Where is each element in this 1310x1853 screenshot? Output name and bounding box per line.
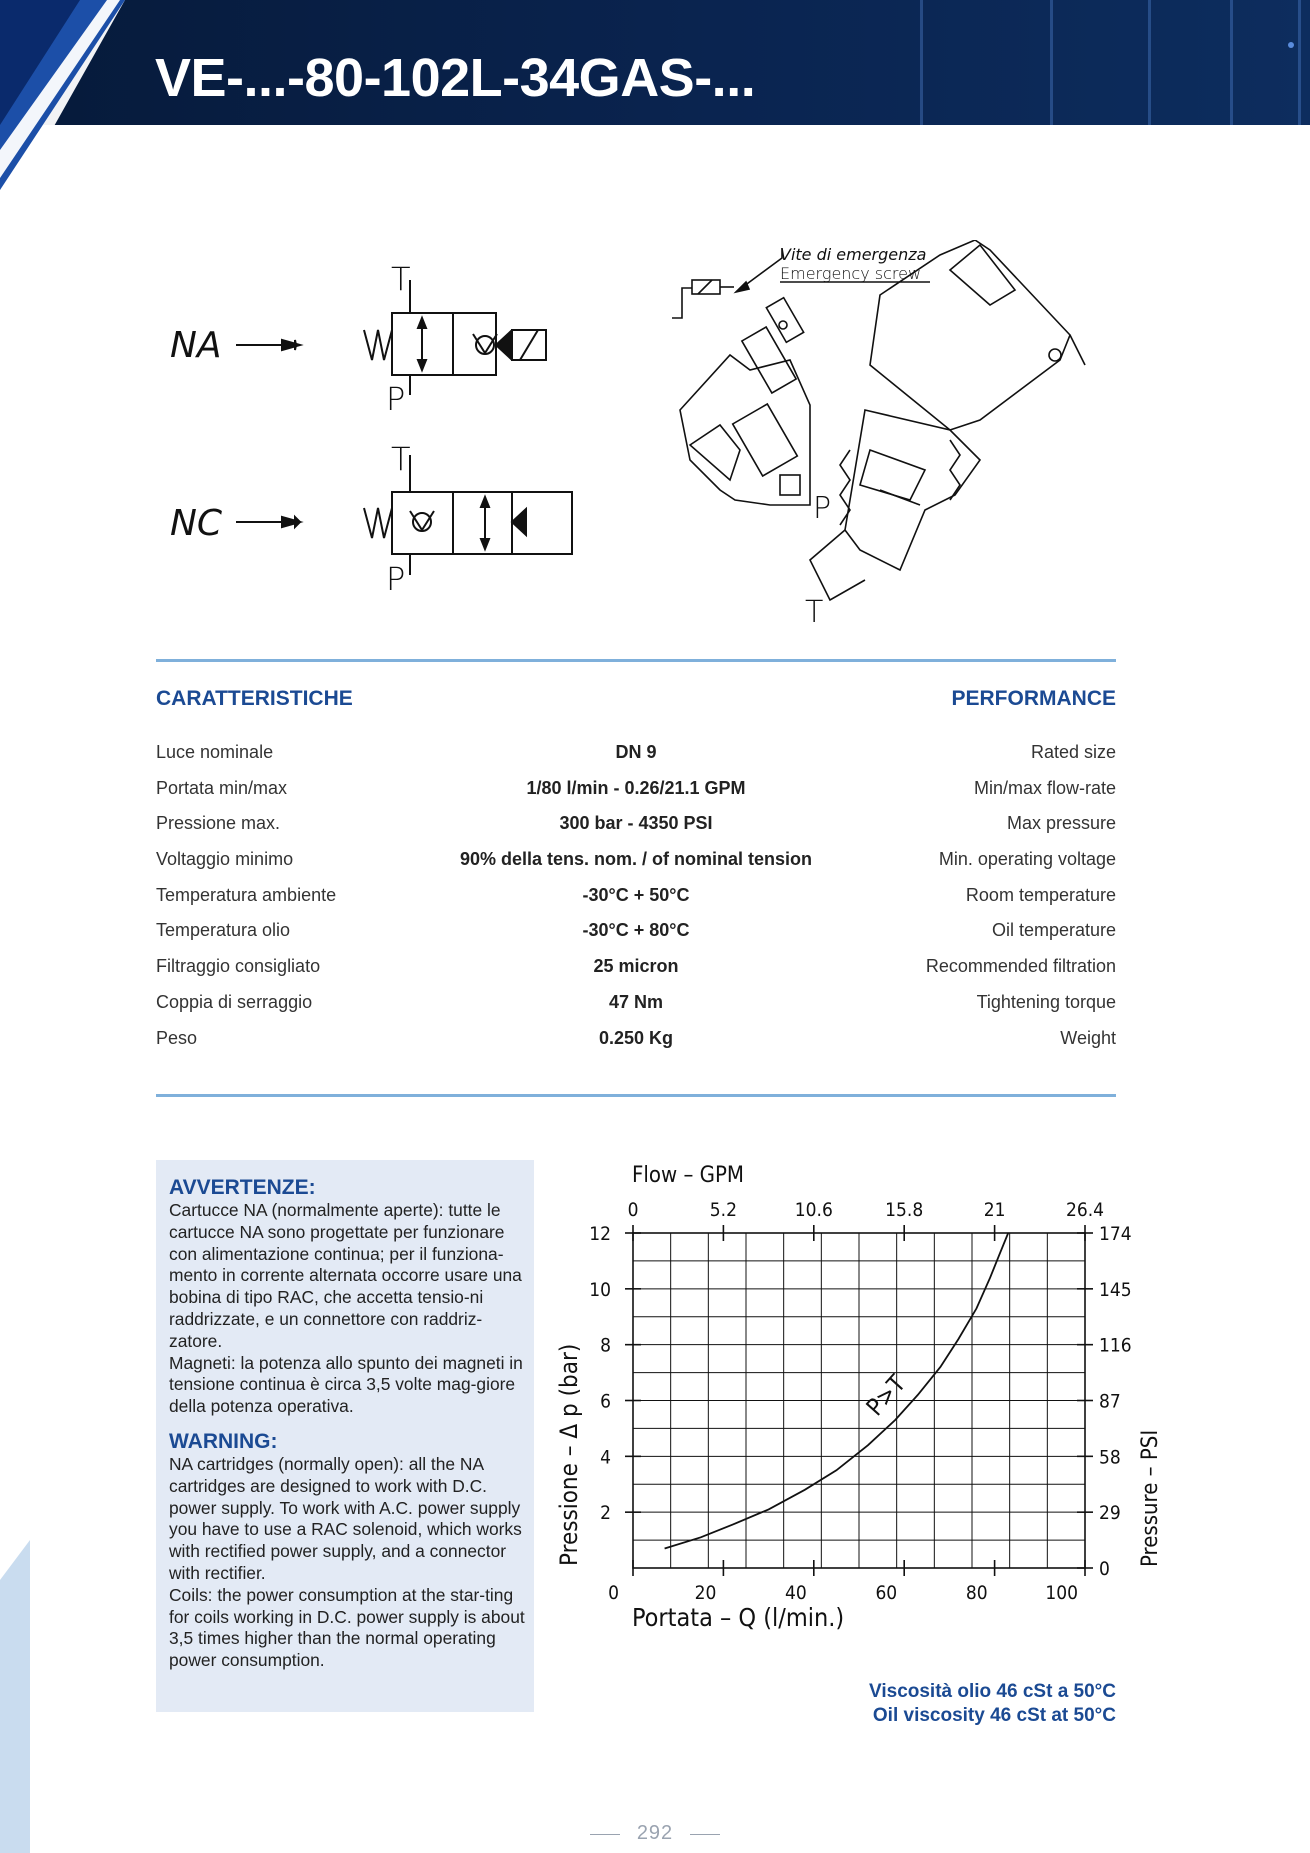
cartridge-port-p: P [813, 491, 832, 526]
spec-row [156, 950, 1116, 986]
x-tick-label: 20 [694, 1582, 717, 1604]
na-port-p: P [386, 380, 406, 418]
right-tick-label: 87 [1099, 1390, 1121, 1413]
hydraulic-symbols [160, 260, 580, 600]
cartridge-port-t: T [805, 595, 824, 630]
viscosity-it: Viscosità olio 46 cSt a 50°C [869, 1681, 1116, 1702]
top-tick-label: 5.2 [709, 1199, 737, 1221]
spec-label-it: Temperatura ambiente [156, 884, 337, 905]
x-tick-label: 80 [965, 1582, 988, 1604]
spec-label-en: Tightening torque [976, 991, 1116, 1012]
right-axis-label: Pressure – PSI [1138, 1429, 1163, 1567]
spec-row [156, 843, 1116, 879]
y-tick-label: 10 [589, 1278, 611, 1301]
na-label: NA [170, 325, 222, 366]
notice-text-en: NA cartridges (normally open): all the NA cartridges are designed to work with D.C. power supply. To work with A.C. power supply you have to use a RAC solenoid, which works with rectified power supply, and a connector with rectifier. Coils: the power consumption at the star-ting for coils working in D.C. power supply is about 3,5 times higher than the normal operating power consumption. [169, 1454, 525, 1671]
top-tick-label: 21 [983, 1199, 1006, 1221]
x-tick-label: 40 [785, 1582, 807, 1604]
y-tick-label: 8 [600, 1334, 611, 1357]
notice-text-it: Cartucce NA (normalmente aperte): tutte le cartucce NA sono progettate per funzionare con alimentazione continua; per il funziona-mento in corrente alternata occorre usare una bobina di tipo RAC, che accetta tensio-ni raddrizzate, e un connettore con raddriz-zatore. Magneti: la potenza allo spunto dei magneti in tensione continua è circa 3,5 volte mag-giore della potenza operativa. [169, 1200, 523, 1417]
spec-row [156, 772, 1116, 808]
specs-title-it: CARATTERISTICHE [156, 687, 353, 710]
y-tick-label: 6 [600, 1390, 611, 1413]
spec-label-en: Rated size [1030, 742, 1116, 762]
spec-row [156, 736, 1116, 772]
emergency-screw-it: Vite di emergenza [780, 245, 927, 264]
top-tick-label: 26.4 [1065, 1199, 1105, 1221]
y-axis-label: Pressione – Δ p (bar) [555, 1343, 583, 1566]
spec-value: DN 9 [615, 742, 657, 762]
right-tick-label: 174 [1099, 1223, 1132, 1245]
specs-table [156, 736, 1116, 1057]
nc-label: NC [170, 503, 223, 544]
spec-label-it: Coppia di serraggio [156, 991, 313, 1012]
right-tick-label: 145 [1099, 1278, 1132, 1301]
spec-value: -30°C + 80°C [582, 920, 690, 941]
x-axis-label: Portata – Q (l/min.) [632, 1603, 845, 1632]
y-tick-label: 12 [589, 1223, 611, 1245]
spec-row [156, 986, 1116, 1022]
right-tick-label: 116 [1099, 1334, 1132, 1357]
spec-value: 0.250 Kg [598, 1027, 674, 1048]
right-tick-label: 0 [1099, 1558, 1110, 1580]
side-decoration [0, 1540, 40, 1853]
nc-port-p: P [386, 560, 406, 598]
x-tick-label: 60 [875, 1582, 898, 1604]
decor-dot [1288, 42, 1294, 48]
right-tick-label: 58 [1099, 1446, 1121, 1469]
spec-value: 90% della tens. nom. / of nominal tension [459, 849, 813, 870]
page-header [0, 0, 1310, 125]
spec-label-en: Room temperature [965, 884, 1116, 905]
notice-title-en: WARNING: [169, 1430, 278, 1453]
spec-label-en: Max pressure [1006, 813, 1116, 834]
spec-value: 47 Nm [608, 991, 664, 1012]
na-port-t: T [391, 260, 411, 298]
spec-label-it: Portata min/max [156, 777, 288, 798]
top-axis-label: Flow – GPM [632, 1163, 744, 1188]
nc-port-t: T [391, 440, 411, 478]
spec-label-en: Min. operating voltage [938, 849, 1116, 870]
notice-title-it: AVVERTENZE: [169, 1176, 316, 1199]
spec-value: -30°C + 50°C [582, 884, 690, 905]
top-tick-label: 10.6 [794, 1199, 833, 1221]
page-number: 292 [590, 1822, 720, 1845]
series-line-p-t [665, 1233, 1009, 1549]
spec-row [156, 914, 1116, 950]
spec-label-it: Luce nominale [156, 742, 274, 762]
spec-label-en: Min/max flow-rate [973, 777, 1116, 798]
top-tick-label: 15.8 [885, 1199, 924, 1221]
y-tick-label: 2 [600, 1502, 611, 1525]
top-tick-label: 0 [627, 1199, 639, 1221]
emergency-screw-en: Emergency screw [780, 264, 922, 283]
page-title: VE-...-80-102L-34GAS-... [155, 48, 756, 108]
notice-box [156, 1160, 534, 1712]
corner-decoration [0, 0, 130, 200]
cartridge-drawing [650, 240, 1090, 630]
divider-bottom [156, 1094, 1116, 1097]
spec-value: 300 bar - 4350 PSI [559, 813, 713, 834]
spec-value: 1/80 l/min - 0.26/21.1 GPM [526, 777, 746, 798]
spec-row [156, 807, 1116, 843]
specs-title-en: PERFORMANCE [951, 687, 1116, 710]
series-label-p-t: P>T [860, 1369, 912, 1422]
viscosity-en: Oil viscosity 46 cSt at 50°C [872, 1705, 1116, 1726]
spec-row [156, 879, 1116, 915]
spec-label-it: Voltaggio minimo [156, 849, 294, 870]
right-tick-label: 29 [1099, 1502, 1121, 1525]
viscosity-note [869, 1680, 1116, 1728]
spec-label-en: Recommended filtration [925, 956, 1116, 977]
y-tick-label: 4 [600, 1446, 611, 1469]
spec-label-it: Pressione max. [156, 813, 281, 834]
pressure-flow-chart [540, 1150, 1180, 1640]
spec-label-en: Weight [1060, 1027, 1116, 1048]
divider-top [156, 659, 1116, 662]
spec-row [156, 1022, 1116, 1058]
spec-label-it: Filtraggio consigliato [156, 956, 321, 977]
spec-label-it: Temperatura olio [156, 920, 291, 941]
spec-label-it: Peso [156, 1027, 198, 1048]
spec-value: 25 micron [593, 956, 679, 977]
x-tick-label: 0 [608, 1582, 619, 1604]
x-tick-label: 100 [1045, 1582, 1078, 1604]
spec-label-en: Oil temperature [991, 920, 1116, 941]
